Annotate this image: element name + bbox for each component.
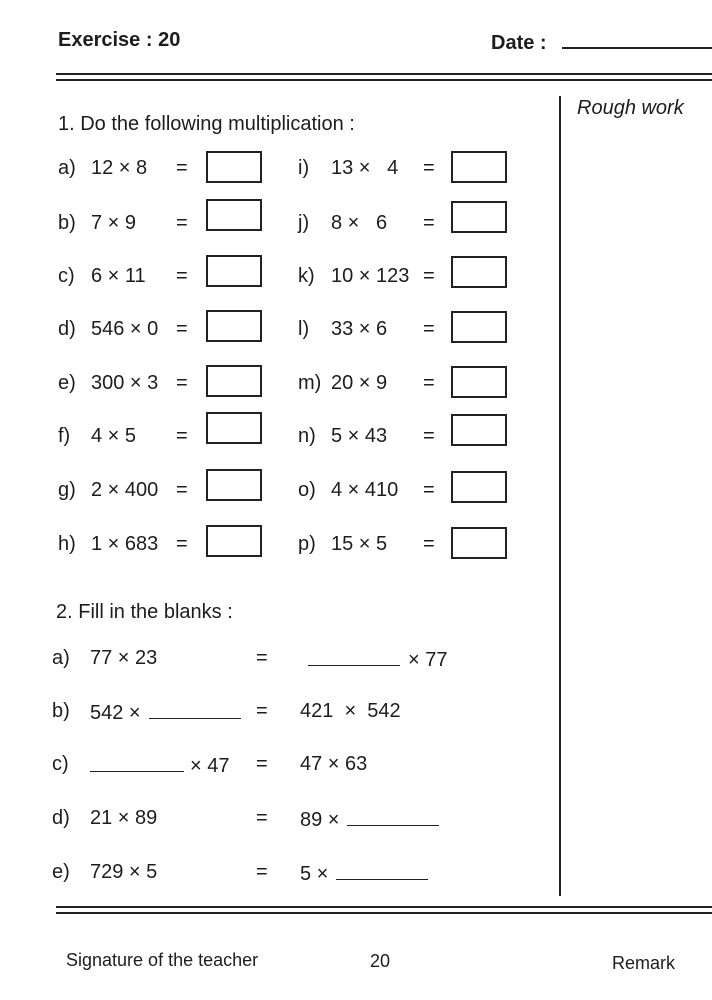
page-number: 20 [370, 951, 391, 971]
rhs-text: 421 × 542 [300, 700, 401, 722]
answer-box[interactable] [206, 310, 262, 342]
item-expression: 10 × 123 [331, 265, 410, 287]
answer-box[interactable] [451, 366, 507, 398]
item-expression: 15 × 5 [331, 533, 388, 555]
date-label: Date : [491, 32, 547, 54]
answer-box[interactable] [206, 525, 262, 557]
item-label: m) [298, 372, 322, 394]
equals-sign: = [423, 425, 435, 447]
bottom-rule-2 [56, 912, 712, 914]
item-expression: 546 × 0 [91, 318, 159, 340]
item-label: n) [298, 425, 316, 447]
equals-sign: = [176, 265, 188, 287]
fill-blank[interactable] [90, 753, 184, 772]
exercise-title: Exercise : 20 [58, 29, 181, 51]
rhs-text: 47 × 63 [300, 753, 368, 775]
equals-sign: = [176, 533, 188, 555]
lhs-expression [90, 861, 157, 884]
answer-box[interactable] [206, 365, 262, 397]
date-blank[interactable] [562, 47, 712, 49]
item-expression: 5 × 43 [331, 425, 388, 447]
item-label: p) [298, 533, 316, 555]
rhs-text: 5 × [300, 863, 329, 885]
rhs-text: 89 × [300, 809, 340, 831]
lhs-text: × 47 [190, 755, 230, 777]
answer-box[interactable] [451, 201, 507, 233]
equals-sign: = [176, 425, 188, 447]
equals-sign: = [423, 318, 435, 340]
top-rule [56, 73, 712, 75]
item-label: i) [298, 157, 310, 179]
answer-box[interactable] [451, 527, 507, 559]
answer-box[interactable] [206, 255, 262, 287]
rhs-expression [300, 861, 428, 886]
equals-sign: = [176, 212, 188, 234]
teacher-signature-label: Signature of the teacher [66, 950, 259, 970]
item-label: a) [52, 647, 70, 669]
remark-label: Remark [612, 953, 676, 973]
item-label: b) [52, 700, 70, 722]
answer-box[interactable] [451, 471, 507, 503]
item-label: c) [58, 265, 75, 287]
rhs-expression [300, 753, 367, 776]
item-label: e) [52, 861, 70, 883]
item-expression: 7 × 9 [91, 212, 137, 234]
answer-box[interactable] [206, 412, 262, 444]
fill-blank[interactable] [336, 861, 428, 880]
lhs-text: 21 × 89 [90, 807, 158, 829]
item-label: d) [52, 807, 70, 829]
rough-work-label: Rough work [577, 97, 684, 119]
item-expression: 33 × 6 [331, 318, 388, 340]
lhs-expression [90, 753, 229, 778]
rough-work-divider [559, 96, 561, 896]
lhs-text: 729 × 5 [90, 861, 158, 883]
equals-sign: = [176, 157, 188, 179]
item-label: a) [58, 157, 76, 179]
item-label: e) [58, 372, 76, 394]
item-expression: 13 × 4 [331, 157, 399, 179]
equals-sign: = [176, 318, 188, 340]
fill-blank[interactable] [149, 700, 241, 719]
equals-sign: = [423, 533, 435, 555]
item-expression: 12 × 8 [91, 157, 148, 179]
equals-sign: = [256, 861, 268, 883]
lhs-text: 542 × [90, 702, 141, 724]
equals-sign: = [256, 807, 268, 829]
item-label: c) [52, 753, 69, 775]
equals-sign: = [423, 372, 435, 394]
answer-box[interactable] [451, 256, 507, 288]
item-label: k) [298, 265, 315, 287]
item-expression: 4 × 410 [331, 479, 399, 501]
q2-title: 2. Fill in the blanks : [56, 601, 233, 623]
fill-blank[interactable] [308, 647, 400, 666]
bottom-rule [56, 906, 712, 908]
item-label: j) [298, 212, 310, 234]
item-label: g) [58, 479, 76, 501]
equals-sign: = [176, 479, 188, 501]
lhs-expression [90, 807, 157, 830]
item-label: h) [58, 533, 76, 555]
answer-box[interactable] [206, 151, 262, 183]
equals-sign: = [423, 265, 435, 287]
equals-sign: = [176, 372, 188, 394]
item-expression: 2 × 400 [91, 479, 159, 501]
lhs-expression [90, 700, 241, 725]
item-label: o) [298, 479, 316, 501]
lhs-expression [90, 647, 157, 670]
equals-sign: = [423, 157, 435, 179]
lhs-text: 77 × 23 [90, 647, 158, 669]
equals-sign: = [423, 212, 435, 234]
rhs-text: × 77 [408, 649, 448, 671]
rhs-expression [300, 807, 439, 832]
item-expression: 1 × 683 [91, 533, 159, 555]
item-label: l) [298, 318, 310, 340]
answer-box[interactable] [451, 414, 507, 446]
item-expression: 8 × 6 [331, 212, 388, 234]
rhs-expression [300, 647, 447, 672]
item-expression: 6 × 11 [91, 265, 146, 287]
answer-box[interactable] [451, 311, 507, 343]
top-rule-2 [56, 79, 712, 81]
q1-title: 1. Do the following multiplication : [58, 113, 355, 135]
answer-box[interactable] [451, 151, 507, 183]
rhs-expression [300, 700, 401, 723]
item-expression: 300 × 3 [91, 372, 159, 394]
equals-sign: = [256, 753, 268, 775]
equals-sign: = [256, 700, 268, 722]
answer-box[interactable] [206, 199, 262, 231]
item-label: d) [58, 318, 76, 340]
item-expression: 4 × 5 [91, 425, 137, 447]
item-label: b) [58, 212, 76, 234]
equals-sign: = [256, 647, 268, 669]
item-label: f) [58, 425, 71, 447]
fill-blank[interactable] [347, 807, 439, 826]
equals-sign: = [423, 479, 435, 501]
answer-box[interactable] [206, 469, 262, 501]
item-expression: 20 × 9 [331, 372, 388, 394]
